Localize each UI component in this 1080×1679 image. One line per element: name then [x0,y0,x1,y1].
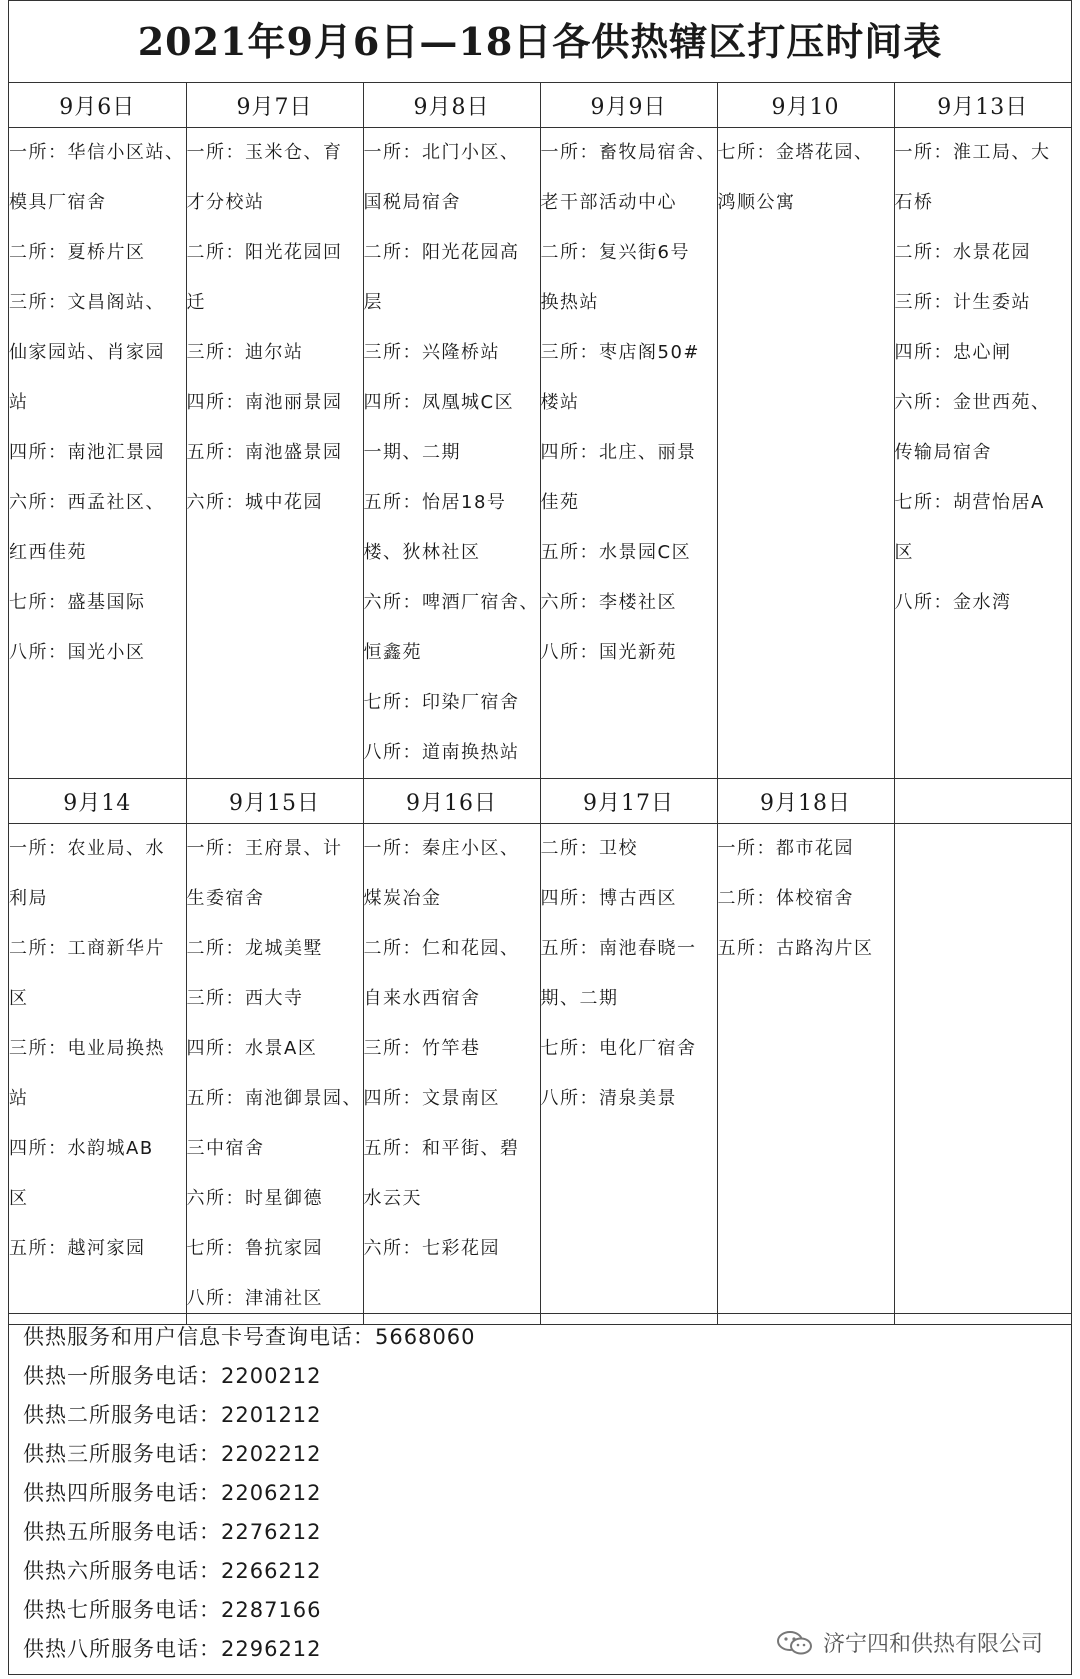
schedule-line: 一所：秦庄小区、 [363,838,520,859]
schedule-line: 老干部活动中心 [540,192,677,213]
schedule-line: 二所：复兴街6号 [540,242,690,263]
schedule-line: 五所：和平街、碧 [363,1138,520,1159]
schedule-line: 三所：电业局换热 [9,1038,165,1059]
schedule-line: 三中宿舍 [186,1138,265,1159]
schedule-line: 鸿顺公寓 [717,192,796,213]
date-header [894,779,1071,824]
schedule-line: 三所：竹竿巷 [363,1038,481,1059]
schedule-line: 八所：道南换热站 [363,742,520,763]
schedule-line: 自来水西宿舍 [363,988,481,1009]
watermark [775,1627,1043,1658]
schedule-line: 国税局宿舍 [363,192,461,213]
schedule-cell [540,128,717,779]
schedule-line: 六所：啤酒厂宿舍、 [363,592,539,613]
schedule-line: 六所：时星御德 [186,1188,323,1209]
schedule-line: 仙家园站、肖家园 [9,342,165,363]
schedule-line: 七所：鲁抗家园 [186,1238,323,1259]
date-header: 9月7日 [186,83,363,128]
schedule-line: 一所：玉米仓、育 [186,142,343,163]
schedule-line: 三所：计生委站 [894,292,1031,313]
schedule-cell [717,824,894,1325]
schedule-cell [363,824,540,1325]
schedule-line: 七所：电化厂宿舍 [540,1038,697,1059]
contact-line: 供热五所服务电话：2276212 [23,1520,322,1544]
schedule-line: 五所：南池盛景园 [186,442,343,463]
schedule-line: 二所：仁和花园、 [363,938,520,959]
schedule-line: 二所：夏桥片区 [9,242,146,263]
date-header: 9月13日 [894,83,1071,128]
schedule-line: 六所：城中花园 [186,492,323,513]
schedule-table [9,83,1071,1325]
schedule-line: 八所：国光小区 [9,642,146,663]
schedule-line: 红西佳苑 [9,542,87,563]
schedule-line: 三所：枣店阁50# [540,342,700,363]
schedule-line: 四所：南池丽景园 [186,392,343,413]
schedule-line: 三所：西大寺 [186,988,304,1009]
contact-line: 供热八所服务电话：2296212 [23,1637,322,1661]
schedule-line: 四所：凤凰城C区 [363,392,515,413]
wechat-icon [775,1629,815,1657]
schedule-cell [363,128,540,779]
date-row-2 [9,779,1071,824]
schedule-line: 六所：西孟社区、 [9,492,165,513]
schedule-line: 三所：兴隆桥站 [363,342,500,363]
schedule-line: 二所：阳光花园回 [186,242,343,263]
schedule-line: 八所：津浦社区 [186,1288,323,1309]
schedule-line: 石桥 [894,192,934,213]
schedule-line: 七所：印染厂宿舍 [363,692,520,713]
schedule-cell [894,824,1071,1325]
schedule-line: 才分校站 [186,192,265,213]
schedule-line: 站 [9,392,29,413]
schedule-line: 八所：国光新苑 [540,642,677,663]
schedule-line: 三所：文昌阁站、 [9,292,165,313]
schedule-line: 二所：龙城美墅 [186,938,323,959]
schedule-line: 站 [9,1088,29,1109]
schedule-line: 二所：阳光花园高 [363,242,520,263]
schedule-line: 五所：南池御景园、 [186,1088,362,1109]
schedule-line: 二所：水景花园 [894,242,1031,263]
date-header: 9月17日 [540,779,717,824]
schedule-line: 八所：清泉美景 [540,1088,677,1109]
contact-list [9,1313,1071,1669]
contact-line: 供热一所服务电话：2200212 [23,1364,322,1388]
schedule-line: 一所：王府景、计 [186,838,343,859]
schedule-line: 区 [9,1188,29,1209]
schedule-cell [894,128,1071,779]
schedule-cell [9,824,186,1325]
date-header: 9月15日 [186,779,363,824]
date-header: 9月10 [717,83,894,128]
schedule-cell [717,128,894,779]
schedule-line: 七所：胡营怡居A [894,492,1045,513]
schedule-line: 二所：工商新华片 [9,938,165,959]
schedule-line: 一所：畜牧局宿舍、 [540,142,716,163]
schedule-line: 煤炭冶金 [363,888,442,909]
schedule-cell [186,128,363,779]
contact-line: 供热六所服务电话：2266212 [23,1559,322,1583]
schedule-cell [9,128,186,779]
contact-line: 供热七所服务电话：2287166 [23,1598,322,1622]
schedule-line: 六所：七彩花园 [363,1238,500,1259]
page-title: 2021年9月6日—18日各供热辖区打压时间表 [9,1,1071,83]
schedule-line: 楼、狄林社区 [363,542,481,563]
schedule-line: 一所：华信小区站、 [9,142,185,163]
date-header: 9月14 [9,779,186,824]
schedule-line: 五所：越河家园 [9,1238,146,1259]
schedule-line: 佳苑 [540,492,580,513]
schedule-line: 区 [9,988,29,1009]
watermark-text: 济宁四和供热有限公司 [822,1632,1043,1657]
schedule-line: 期、二期 [540,988,619,1009]
schedule-line: 楼站 [540,392,580,413]
schedule-line: 二所：卫校 [540,838,638,859]
schedule-line: 传输局宿舍 [894,442,992,463]
schedule-line: 五所：怡居18号 [363,492,507,513]
schedule-line: 五所：古路沟片区 [717,938,874,959]
contact-line: 供热服务和用户信息卡号查询电话：5668060 [23,1325,476,1349]
schedule-line: 水云天 [363,1188,422,1209]
schedule-line: 四所：南池汇景园 [9,442,165,463]
schedule-sheet [8,0,1072,1675]
schedule-line: 八所：金水湾 [894,592,1012,613]
date-row-1 [9,83,1071,128]
date-header: 9月8日 [363,83,540,128]
schedule-line: 一所：北门小区、 [363,142,520,163]
contact-line: 供热四所服务电话：2206212 [23,1481,322,1505]
schedule-line: 一所：农业局、水 [9,838,165,859]
schedule-line: 五所：南池春晓一 [540,938,697,959]
schedule-line: 利局 [9,888,48,909]
schedule-line: 区 [894,542,914,563]
schedule-line: 四所：水韵城AB [9,1138,154,1159]
schedule-line: 生委宿舍 [186,888,265,909]
schedule-line: 三所：迪尔站 [186,342,304,363]
schedule-line: 恒鑫苑 [363,642,422,663]
schedule-cell [186,824,363,1325]
schedule-line: 迁 [186,292,206,313]
date-header: 9月16日 [363,779,540,824]
schedule-line: 七所：盛基国际 [9,592,146,613]
date-header: 9月18日 [717,779,894,824]
schedule-row-1 [9,128,1071,779]
schedule-line: 层 [363,292,383,313]
schedule-line: 四所：水景A区 [186,1038,318,1059]
schedule-line: 模具厂宿舍 [9,192,107,213]
schedule-line: 七所：金塔花园、 [717,142,874,163]
schedule-line: 四所：忠心闸 [894,342,1012,363]
schedule-line: 五所：水景园C区 [540,542,692,563]
contact-line: 供热二所服务电话：2201212 [23,1403,322,1427]
schedule-line: 一期、二期 [363,442,461,463]
date-header: 9月6日 [9,83,186,128]
schedule-line: 二所：体校宿舍 [717,888,854,909]
contact-line: 供热三所服务电话：2202212 [23,1442,322,1466]
schedule-line: 四所：博古西区 [540,888,677,909]
schedule-cell [540,824,717,1325]
schedule-line: 六所：金世西苑、 [894,392,1051,413]
schedule-line: 一所：都市花园 [717,838,854,859]
schedule-line: 换热站 [540,292,599,313]
schedule-row-2 [9,824,1071,1325]
schedule-line: 四所：文景南区 [363,1088,500,1109]
schedule-line: 一所：淮工局、大 [894,142,1051,163]
schedule-line: 六所：李楼社区 [540,592,677,613]
schedule-line: 四所：北庄、丽景 [540,442,697,463]
date-header: 9月9日 [540,83,717,128]
